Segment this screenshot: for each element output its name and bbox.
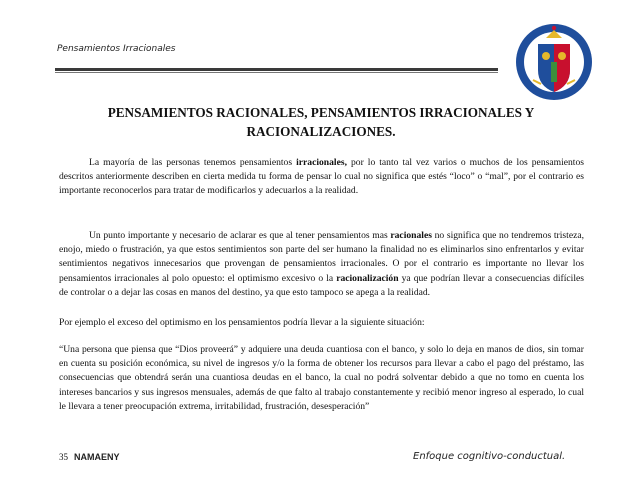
bold-term: racionalización (336, 272, 399, 284)
paragraph-1 (59, 156, 584, 199)
footer-subject: Enfoque cognitivo-conductual. (413, 451, 566, 462)
text-segment: Un punto importante y necesario de aclarar es que al tener pensamientos mas (89, 230, 391, 241)
text-segment: Por ejemplo el exceso del optimismo en los pensamientos podría llevar a la siguiente situación: (59, 317, 425, 328)
text-segment: ya que podrían llevar a consecuencias difíciles de controlar o a dejar las cosas en manos del destino, ya que esto tampoco se apega a la realidad. (59, 272, 584, 298)
text-segment: por lo tanto tal vez varios o muchos de los pensamientos descritos anteriormente describen en cierta medida tu forma de pensar lo cual no significa que estés “loco” o “mal”, por el contrario es importante reconocerlos para tratar de modificarlos y adecuarlos a la realidad. (59, 157, 584, 197)
page-number: 35 (59, 452, 68, 462)
paragraph-2 (59, 229, 584, 300)
bold-term: irracionales, (296, 157, 347, 168)
text-segment: La mayoría de las personas tenemos pensamientos (89, 157, 297, 168)
footer-author: NAMAENY (74, 452, 120, 462)
bold-term: racionales (390, 230, 432, 241)
text-segment: “Una persona que piensa que “Dios proveerá” y adquiere una deuda cuantiosa con el banco, y solo lo deja en manos de dios, sin tomar en cuenta su posición económica, su nivel de ingresos y/o la forma de obtener los recursos para llevar a cabo el pago del préstamo, las consecuencias que obtendrá serán una cuantiosa deudas en el banco, la cual no podrá solventar debido a que no tomo en cuenta los intereses bancarios y sus ingresos mensuales, además de que falto al trabajo constantemente y recibió menor ingreso al esperado, lo cual le llevara a tener preocupación extrema, irritabilidad, frustración, desesperación” (59, 344, 584, 412)
document-title: PENSAMIENTOS RACIONALES, PENSAMIENTOS IRRACIONALES Y RACIONALIZACIONES. (107, 105, 535, 139)
header-rule-thick (55, 68, 498, 71)
paragraph-4-quote (59, 343, 584, 414)
header-label: Pensamientos Irracionales (57, 44, 176, 54)
text-segment: no significa que no tendremos tristeza, enojo, miedo o frustración, ya que estos sentimientos son parte del ser humano la finalidad no es eliminarlos sino enfrentarlos y evitar sentimientos negativos innecesarios que provengan de pensamientos irracionales. O por el contrario es importante no llevar los pensamientos irracionales al polo opuesto: el optimismo excesivo o la (59, 230, 584, 284)
university-seal-icon (513, 22, 595, 102)
paragraph-3 (59, 316, 584, 330)
header-rule-thin (55, 72, 498, 73)
